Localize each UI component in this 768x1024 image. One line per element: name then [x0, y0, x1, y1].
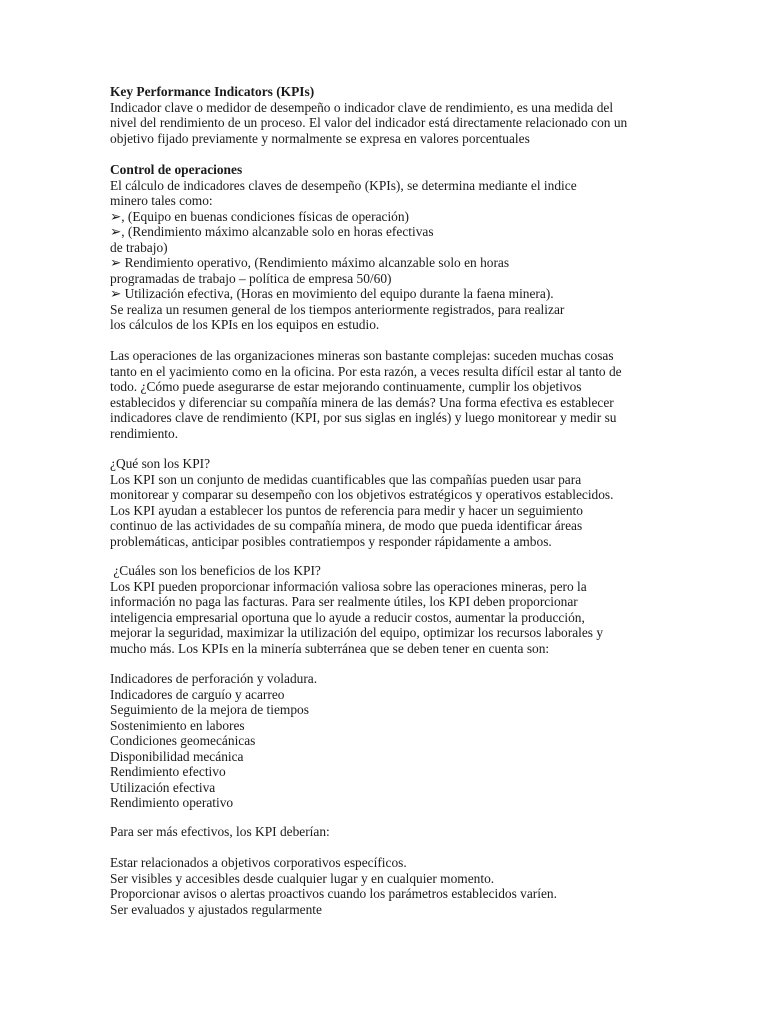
efectividad-list	[110, 855, 650, 917]
bullet-line: ➢ Utilización efectiva, (Horas en movimiento del equipo durante la faena minera).	[110, 286, 554, 301]
paragraph-line: objetivo fijado previamente y normalmente se expresa en valores porcentuales	[110, 130, 530, 146]
question-heading: ¿Qué son los KPI?	[110, 456, 211, 471]
section-heading: Key Performance Indicators (KPIs)	[110, 84, 315, 99]
paragraph-line: de trabajo)	[110, 239, 168, 255]
paragraph-line: minero tales como:	[110, 193, 213, 208]
que-son-kpi-section	[110, 456, 650, 549]
paragraph-line: inteligencia empresarial oportuna que lo ayude a reducir costos, aumentar la producción,	[110, 609, 585, 625]
paragraph-line: Los KPI ayudan a establecer los puntos de referencia para medir y hacer un seguimiento	[110, 502, 583, 518]
list-item: Ser visibles y accesibles desde cualquier lugar y en cualquier momento.	[110, 870, 495, 886]
list-item: Sostenimiento en labores	[110, 717, 245, 733]
list-item: Disponibilidad mecánica	[110, 748, 244, 764]
paragraph-line: información no paga las facturas. Para ser realmente útiles, los KPI deben proporcionar	[110, 594, 578, 609]
paragraph-line: Los KPI pueden proporcionar información valiosa sobre las operaciones mineras, pero la	[110, 578, 587, 594]
paragraph-line: monitorear y comparar su desempeño con los objetivos estratégicos y operativos establecidos.	[110, 487, 614, 502]
paragraph-line: continuo de las actividades de su compañía minera, de modo que pueda identificar áreas	[110, 518, 583, 533]
paragraph-line: mejorar la seguridad, maximizar la utilización del equipo, optimizar los recursos laborales y	[110, 625, 604, 640]
paragraph-line: los cálculos de los KPIs en los equipos en estudio.	[110, 317, 380, 332]
efectividad-intro	[110, 824, 650, 840]
list-item: Condiciones geomecánicas	[110, 733, 256, 748]
paragraph-line: Las operaciones de las organizaciones mineras son bastante complejas: suceden muchas cosas	[110, 348, 614, 363]
list-item: Estar relacionados a objetivos corporativos específicos.	[110, 855, 407, 870]
paragraph-line: Indicador clave o medidor de desempeño o indicador clave de rendimiento, es una medida del	[110, 99, 614, 115]
list-item: Ser evaluados y ajustados regularmente	[110, 901, 322, 917]
question-heading: ¿Cuáles son los beneficios de los KPI?	[110, 563, 321, 578]
paragraph-line: indicadores clave de rendimiento (KPI, por sus siglas en inglés) y luego monitorear y medir su	[110, 410, 617, 425]
list-item: Rendimiento operativo	[110, 795, 234, 810]
bullet-line: ➢, (Rendimiento máximo alcanzable solo en horas efectivas	[110, 224, 434, 239]
control-operaciones-section	[110, 162, 650, 333]
paragraph-line: establecidos y diferenciar su compañía minera de las demás? Una forma efectiva es establecer	[110, 394, 614, 410]
paragraph-line: mucho más. Los KPIs en la minería subterránea que se deben tener en cuenta son:	[110, 640, 550, 656]
paragraph-line: El cálculo de indicadores claves de desempeño (KPIs), se determina mediante el indice	[110, 177, 577, 193]
kpi-list	[110, 671, 650, 811]
list-item: Rendimiento efectivo	[110, 764, 226, 779]
bullet-line: ➢ Rendimiento operativo, (Rendimiento máximo alcanzable solo en horas	[110, 255, 510, 270]
paragraph-line: tanto en el yacimiento como en la oficina. Por esta razón, a veces resulta difícil estar al tanto de	[110, 363, 622, 379]
list-item: Utilización efectiva	[110, 779, 216, 795]
paragraph-line: programadas de trabajo – política de empresa 50/60)	[110, 270, 392, 286]
paragraph-line: Se realiza un resumen general de los tiempos anteriormente registrados, para realizar	[110, 301, 565, 317]
paragraph-line: Los KPI son un conjunto de medidas cuantificables que las compañías pueden usar para	[110, 471, 582, 487]
paragraph-line: Para ser más efectivos, los KPI deberían:	[110, 824, 330, 839]
section-heading: Control de operaciones	[110, 162, 243, 177]
list-item: Indicadores de carguío y acarreo	[110, 686, 285, 702]
bullet-line: ➢, (Equipo en buenas condiciones físicas de operación)	[110, 208, 410, 224]
paragraph-line: todo. ¿Cómo puede asegurarse de estar mejorando continuamente, cumplir los objetivos	[110, 379, 582, 394]
paragraph-line: nivel del rendimiento de un proceso. El valor del indicador está directamente relacionado con un	[110, 115, 628, 130]
list-item: Proporcionar avisos o alertas proactivos cuando los parámetros establecidos varíen.	[110, 886, 557, 901]
paragraph-line: rendimiento.	[110, 425, 179, 441]
list-item: Indicadores de perforación y voladura.	[110, 671, 318, 686]
beneficios-kpi-section	[110, 563, 650, 656]
list-item: Seguimiento de la mejora de tiempos	[110, 702, 309, 717]
kpi-definition-section	[110, 84, 650, 146]
operaciones-paragraph	[110, 348, 650, 441]
paragraph-line: problemáticas, anticipar posibles contratiempos y responder rápidamente a ambos.	[110, 533, 552, 549]
